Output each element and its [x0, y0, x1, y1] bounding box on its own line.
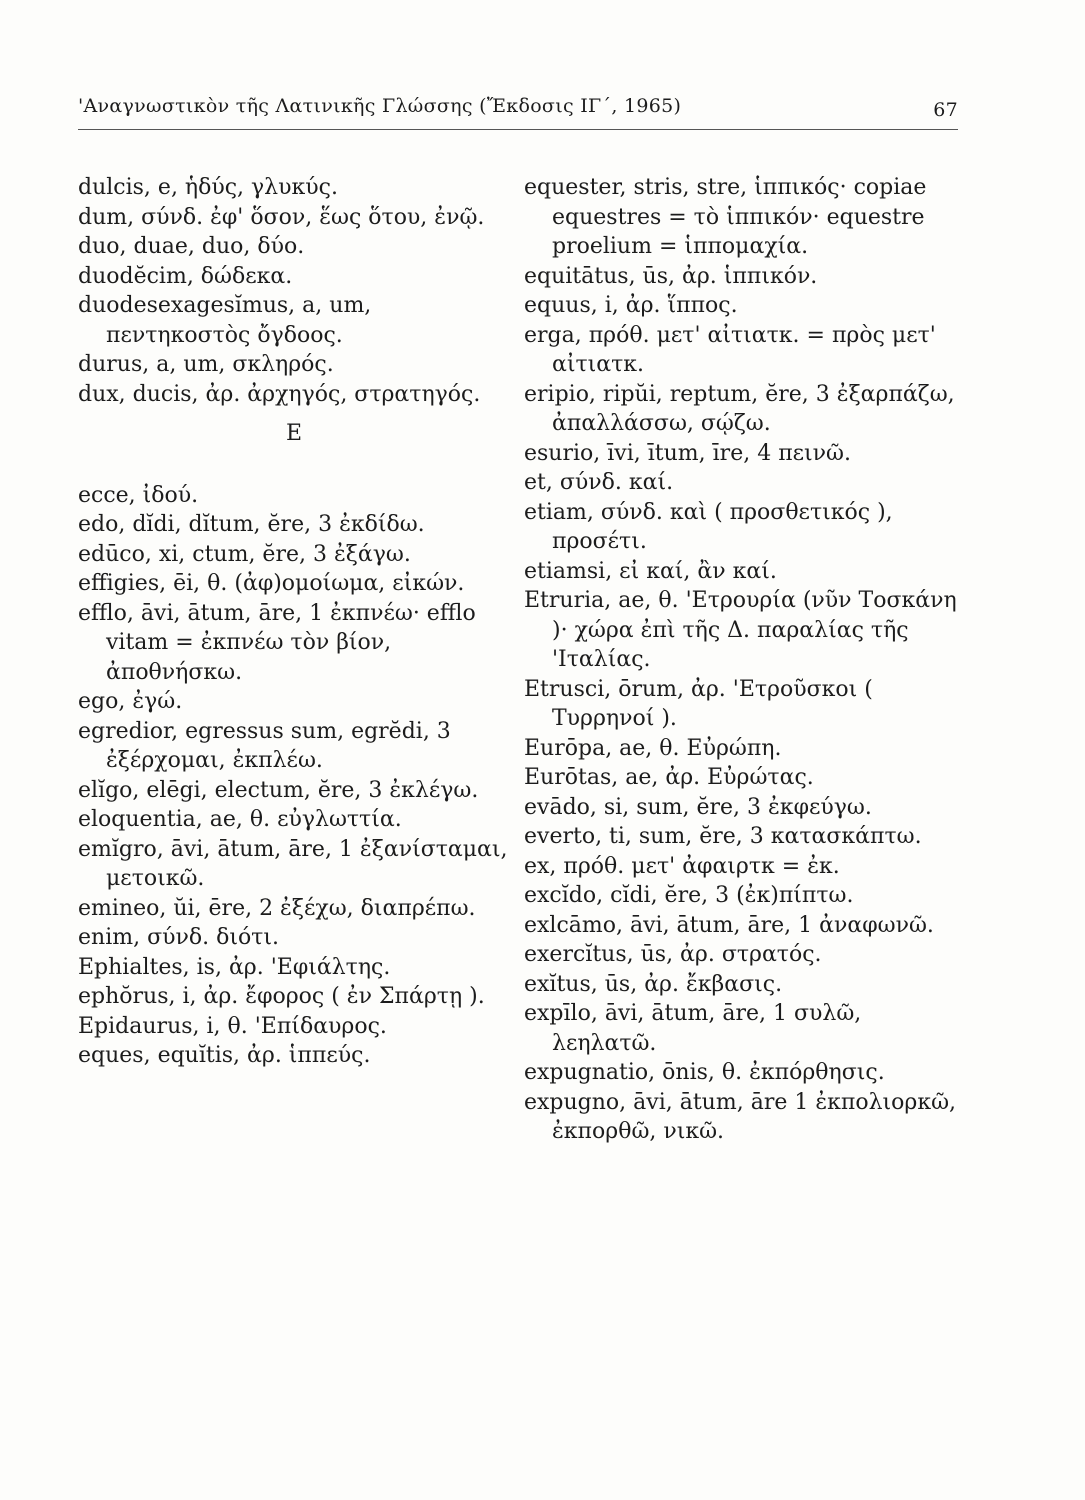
dictionary-entry: erga, πρόθ. μετ' αἰτιατκ. = πρὸς μετ' αἰτιατκ.: [524, 322, 936, 377]
dictionary-entry: dum, σύνδ. ἐφ' ὅσον, ἕως ὅτου, ἐνῷ.: [78, 204, 485, 230]
dictionary-entry: effigies, ēi, θ. (ἀφ)ομοίωμα, εἰκών.: [78, 571, 465, 596]
dictionary-entry: exlcāmo, āvi, ātum, āre, 1 ἀναφωνῶ.: [524, 912, 934, 938]
dictionary-entry: Ephialtes, is, ἀρ. 'Εφιάλτης.: [78, 954, 391, 980]
dictionary-entry: evādo, si, sum, ĕre, 3 ἐκφεύγω.: [524, 794, 872, 820]
dictionary-entry: equitātus, ūs, ἀρ. ἱππικόν.: [524, 263, 818, 289]
page-number: 67: [933, 99, 958, 121]
dictionary-entry: Etruria, ae, θ. 'Ετρουρία (νῦν Τοσκάνη )· χώρα ἐπὶ τῆς Δ. παραλίας τῆς 'Ιταλίας.: [524, 588, 957, 672]
dictionary-entry: exĭtus, ūs, ἀρ. ἔκβασις.: [524, 971, 783, 997]
right-column: [524, 173, 964, 1147]
dictionary-entry: Eurōtas, ae, ἀρ. Εὐρώτας.: [524, 765, 814, 790]
dictionary-entry: expugnatio, ōnis, θ. ἐκπόρθησις.: [524, 1060, 885, 1085]
dictionary-entry: emĭgro, āvi, ātum, āre, 1 ἐξανίσταμαι, μετοικῶ.: [78, 836, 508, 891]
dictionary-entry: emineo, ŭi, ēre, 2 ἐξέχω, διαπρέπω.: [78, 895, 476, 921]
dictionary-entry: equus, i, ἀρ. ἵππος.: [524, 293, 738, 318]
dictionary-entry: everto, ti, sum, ĕre, 3 κατασκάπτω.: [524, 824, 922, 849]
dictionary-entry: edo, dĭdi, dĭtum, ĕre, 3 ἐκδίδω.: [78, 512, 425, 537]
dictionary-entry: dux, ducis, ἀρ. ἀρχηγός, στρατηγός.: [78, 381, 481, 407]
dictionary-entry: edūco, xi, ctum, ĕre, 3 ἐξάγω.: [78, 541, 411, 567]
dictionary-entry: ecce, ἰδού.: [78, 482, 199, 508]
dictionary-entry: eques, equĭtis, ἀρ. ἱππεύς.: [78, 1043, 371, 1068]
dictionary-entry: expīlo, āvi, ātum, āre, 1 συλῶ, λεηλατῶ.: [524, 1001, 862, 1056]
dictionary-entry: excĭdo, cĭdi, ĕre, 3 (ἐκ)πίπτω.: [524, 883, 854, 908]
dictionary-entry: durus, a, um, σκληρός.: [78, 352, 334, 377]
dictionary-entry: ego, ἐγώ.: [78, 689, 183, 714]
section-letter: E: [285, 421, 303, 446]
dictionary-entry: esurio, īvi, ītum, īre, 4 πεινῶ.: [524, 440, 851, 466]
dictionary-entry: Epidaurus, i, θ. 'Επίδαυρος.: [78, 1013, 387, 1039]
dictionary-entry: et, σύνδ. καί.: [524, 470, 674, 495]
dictionary-entry: eripio, ripŭi, reptum, ĕre, 3 ἐξαρπάζω, ἀπαλλάσσω, σῴζω.: [524, 381, 955, 436]
dictionary-entry: duodĕcim, δώδεκα.: [78, 263, 293, 289]
dictionary-entry: elĭgo, elēgi, electum, ĕre, 3 ἐκλέγω.: [78, 777, 479, 803]
dictionary-entry: expugno, āvi, ātum, āre 1 ἐκπολιορκῶ, ἐκπορθῶ, νικῶ.: [524, 1089, 957, 1144]
dictionary-entry: equester, stris, stre, ἱππικός· copiae equestres = τὸ ἱππικόν· equestre proelium = ἱππομαχία.: [524, 175, 927, 259]
dictionary-entry: eloquentia, ae, θ. εὐγλωττία.: [78, 807, 402, 832]
dictionary-entry: enim, σύνδ. διότι.: [78, 925, 279, 950]
dictionary-entry: dulcis, e, ἡδύς, γλυκύς.: [78, 175, 338, 200]
header-title: 'Αναγνωστικὸν τῆς Λατινικῆς Γλώσσης (Ἔκδοσις ΙΓ΄, 1965): [78, 95, 682, 117]
dictionary-entry: exercĭtus, ūs, ἀρ. στρατός.: [524, 942, 822, 967]
running-header: [78, 93, 958, 130]
dictionary-entry: duodesexagesĭmus, a, um, πεντηκοστὸς ὄγδοος.: [78, 293, 372, 348]
dictionary-entry: ex, πρόθ. μετ' ἀφαιρτκ = ἐκ.: [524, 853, 840, 879]
dictionary-entry: etiamsi, εἰ καί, ἂν καί.: [524, 558, 777, 584]
left-column: [78, 173, 510, 1071]
dictionary-entry: Etrusci, ōrum, ἀρ. 'Ετροῦσκοι ( Τυρρηνοί ).: [524, 676, 873, 731]
dictionary-entry: efflo, āvi, ātum, āre, 1 ἐκπνέω· efflo vitam = ἐκπνέω τὸν βίον, ἀποθνήσκω.: [78, 600, 476, 685]
dictionary-entry: duo, duae, duo, δύο.: [78, 234, 305, 259]
dictionary-entry: ephŏrus, i, ἀρ. ἔφορος ( ἐν Σπάρτῃ ).: [78, 984, 485, 1009]
dictionary-entry: egredior, egressus sum, egrĕdi, 3 ἐξέρχομαι, ἐκπλέω.: [78, 718, 451, 773]
dictionary-entry: Eurōpa, ae, θ. Εὐρώπη.: [524, 735, 782, 761]
dictionary-entry: etiam, σύνδ. καὶ ( προσθετικός ), προσέτι.: [524, 499, 893, 554]
